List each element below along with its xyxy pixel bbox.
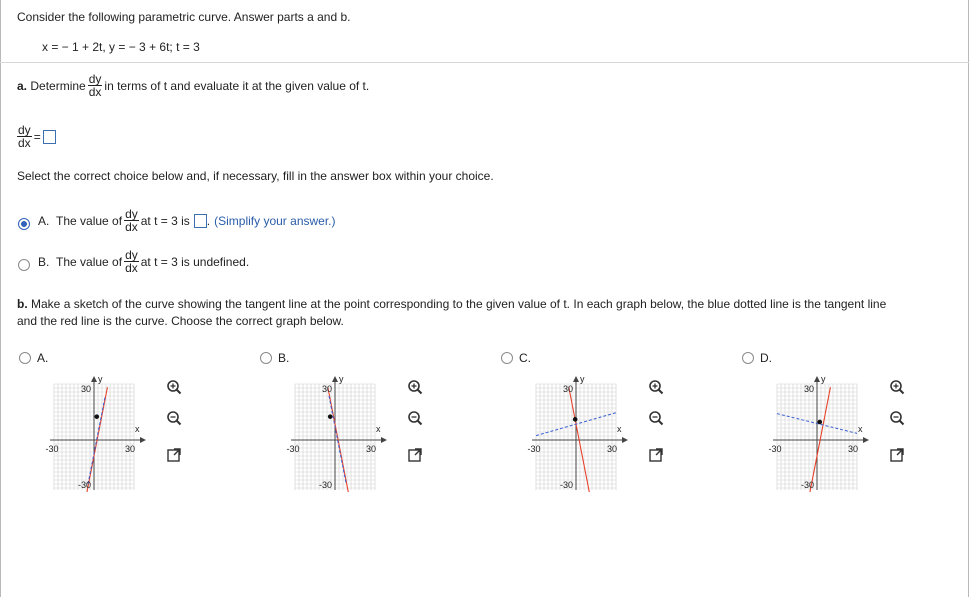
y-axis-name: y — [98, 374, 103, 384]
choice-a-letter: A. — [38, 213, 50, 228]
tangent-point — [95, 414, 100, 419]
choice-b[interactable] — [38, 249, 249, 274]
frac-num: dy — [125, 207, 138, 221]
graph-option-b-zoom-in-icon[interactable] — [407, 379, 423, 395]
x-axis-arrow — [863, 437, 869, 443]
dy-dx-fraction-answer — [17, 124, 32, 149]
y-axis-name: y — [339, 374, 344, 384]
part-b-prompt-line2: and the red line is the curve. Choose the correct graph below. — [17, 314, 344, 328]
dy-dx-fraction — [124, 208, 139, 233]
graph-option-c-radio[interactable] — [501, 352, 513, 364]
x-max-label: 30 — [847, 444, 859, 454]
x-axis-arrow — [381, 437, 387, 443]
graph-option-b-label[interactable]: B. — [278, 351, 290, 365]
y-min-label: -30 — [77, 480, 91, 490]
choice-b-after: at t = 3 is undefined. — [140, 254, 250, 269]
dy-dx-fraction — [88, 73, 103, 98]
part-a-answer-row — [17, 124, 56, 149]
choice-a[interactable]: A. The value of $\frac{dy}{dx}$ at t = 3 is . (Simplify your answer.) — [38, 207, 336, 234]
y-axis-arrow — [814, 376, 820, 382]
graph-option-a-label[interactable]: A. — [37, 351, 49, 365]
part-a-text-before: Determine — [30, 78, 86, 93]
equals-sign: = — [33, 129, 41, 144]
choice-a-answer-box[interactable] — [194, 214, 207, 228]
graph-option-d-zoom-in-icon[interactable] — [889, 379, 905, 395]
x-axis-arrow — [140, 437, 146, 443]
part-a-text-after: in terms of t and evaluate it at the given value of t. — [104, 78, 370, 93]
graph-option-c-label[interactable]: C. — [519, 351, 531, 365]
graph-option-a-plot[interactable] — [38, 372, 148, 492]
graph-option-c-zoom-out-icon[interactable] — [648, 410, 664, 426]
parametric-equation: x = − 1 + 2t, y = − 3 + 6t; t = 3 — [42, 40, 200, 54]
graph-option-d-zoom-out-icon[interactable] — [889, 410, 905, 426]
graph-option-c-plot[interactable] — [520, 372, 630, 492]
choice-b-before: The value of — [56, 254, 123, 269]
simplify-hint: (Simplify your answer.) — [214, 213, 336, 228]
part-a-label: a. — [17, 78, 28, 93]
tangent-point — [573, 417, 578, 422]
graph-option-b-zoom-out-icon[interactable] — [407, 410, 423, 426]
graph-option-b-plot[interactable] — [279, 372, 389, 492]
graph-option-a-zoom-in-icon[interactable] — [166, 379, 182, 395]
x-min-label: -30 — [527, 444, 541, 454]
dydx-answer-box[interactable] — [43, 130, 56, 144]
x-axis-arrow — [622, 437, 628, 443]
graph-option-d-radio[interactable] — [742, 352, 754, 364]
graph-option-b-expand-icon[interactable] — [407, 447, 423, 463]
graph-option-d-expand-icon[interactable] — [889, 447, 905, 463]
graph-option-d-plot[interactable] — [761, 372, 871, 492]
y-min-label: -30 — [800, 480, 814, 490]
y-max-label: 30 — [803, 384, 814, 394]
graph-option-d-label[interactable]: D. — [760, 351, 772, 365]
y-max-label: 30 — [321, 384, 332, 394]
frac-num: dy — [125, 248, 138, 262]
y-max-label: 30 — [562, 384, 573, 394]
y-axis-arrow — [573, 376, 579, 382]
tangent-point — [818, 420, 823, 425]
divider — [0, 62, 969, 63]
x-max-label: 30 — [606, 444, 618, 454]
x-axis-name: x — [617, 424, 622, 434]
y-axis-arrow — [91, 376, 97, 382]
x-min-label: -30 — [768, 444, 782, 454]
x-max-label: 30 — [124, 444, 136, 454]
graph-option-b-radio[interactable] — [260, 352, 272, 364]
frac-den: dx — [125, 220, 138, 234]
graph-option-a-expand-icon[interactable] — [166, 447, 182, 463]
y-axis-name: y — [821, 374, 826, 384]
x-axis-name: x — [858, 424, 863, 434]
choice-b-letter: B. — [38, 254, 50, 269]
graph-option-a-radio[interactable] — [19, 352, 31, 364]
graph-option-c-expand-icon[interactable] — [648, 447, 664, 463]
part-b-text-line1: Make a sketch of the curve showing the tangent line at the point corresponding to the given value of t. In each graph below, the blue dotted line is the tangent line — [31, 297, 887, 311]
graph-option-c-zoom-in-icon[interactable] — [648, 379, 664, 395]
tangent-point — [328, 414, 333, 419]
part-b-prompt-line1 — [17, 297, 886, 311]
frac-den: dx — [18, 136, 31, 150]
choice-a-before: The value of — [56, 213, 123, 228]
x-axis-name: x — [135, 424, 140, 434]
x-axis-name: x — [376, 424, 381, 434]
frac-den: dx — [88, 85, 102, 99]
choice-a-after: at t = 3 is — [140, 213, 190, 228]
dy-dx-fraction — [124, 249, 139, 274]
frac-den: dx — [125, 261, 138, 275]
y-axis-arrow — [332, 376, 338, 382]
choice-a-radio[interactable] — [18, 218, 30, 230]
x-min-label: -30 — [286, 444, 300, 454]
y-axis-name: y — [580, 374, 585, 384]
frac-num: dy — [88, 72, 102, 86]
intro-text: Consider the following parametric curve. Answer parts a and b. — [17, 10, 351, 24]
y-min-label: -30 — [318, 480, 332, 490]
x-max-label: 30 — [365, 444, 377, 454]
y-max-label: 30 — [80, 384, 91, 394]
choice-b-radio[interactable] — [18, 259, 30, 271]
select-instruction: Select the correct choice below and, if necessary, fill in the answer box within your choice. — [17, 169, 494, 183]
graph-option-a-zoom-out-icon[interactable] — [166, 410, 182, 426]
x-min-label: -30 — [45, 444, 59, 454]
frac-num: dy — [18, 123, 31, 137]
part-b-label: b. — [17, 297, 28, 311]
part-a-prompt — [17, 73, 369, 98]
y-min-label: -30 — [559, 480, 573, 490]
